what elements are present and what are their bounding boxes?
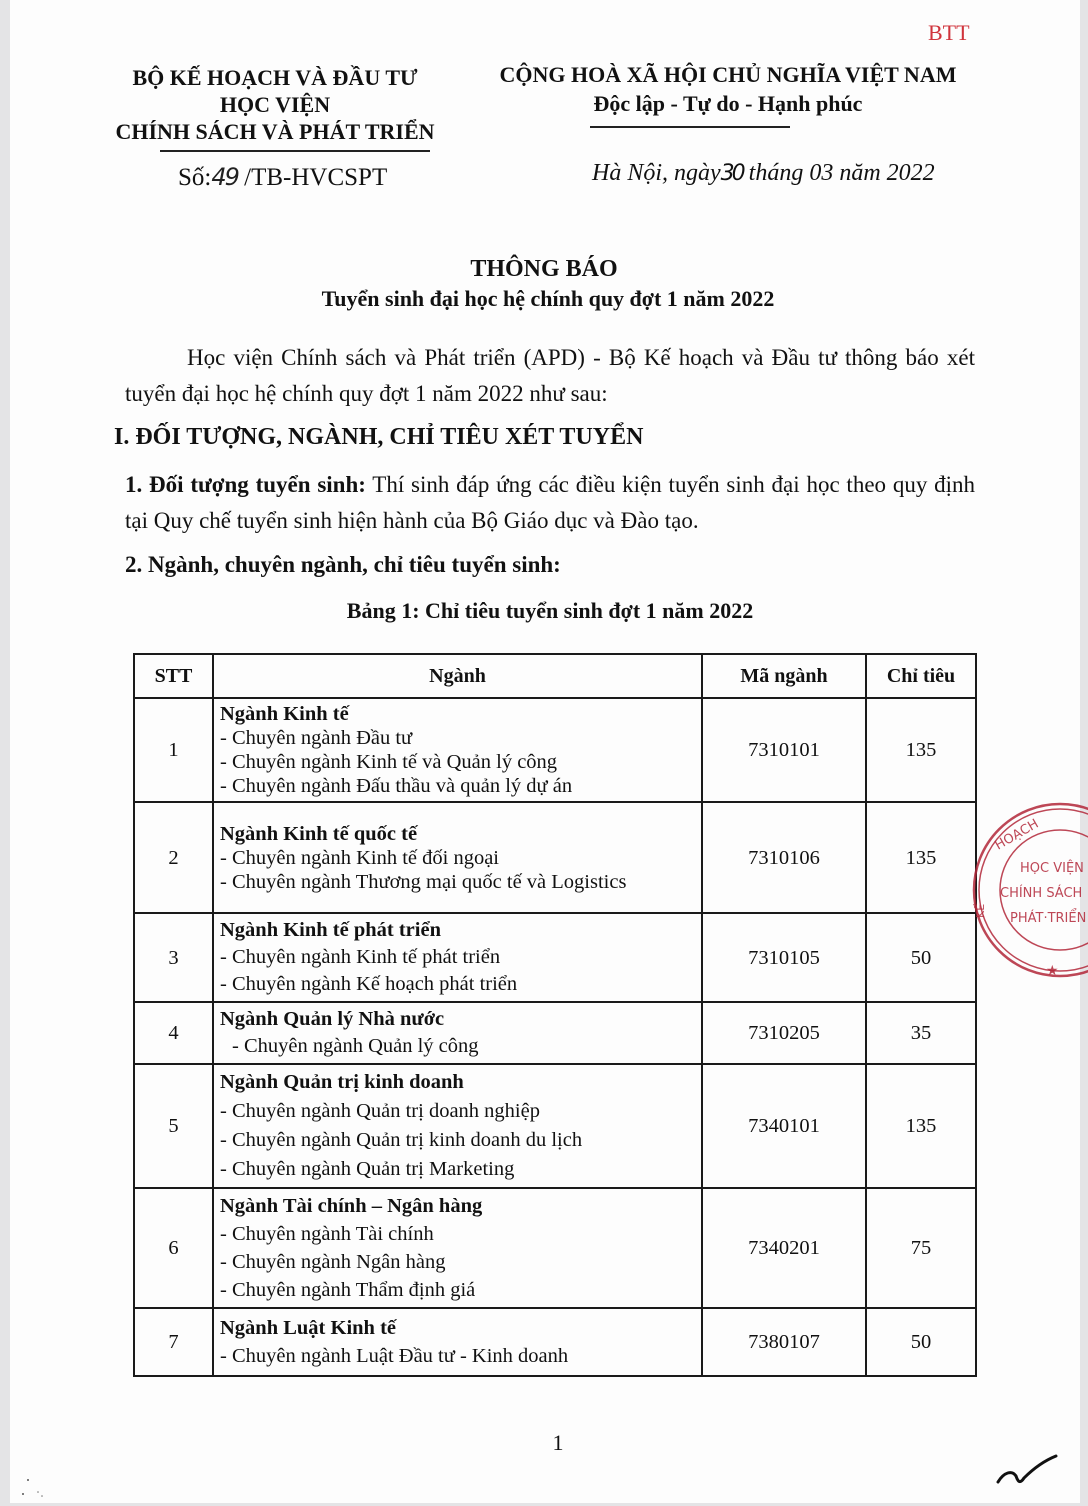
row-major-cell <box>213 698 702 802</box>
row-quota: 75 <box>866 1188 976 1308</box>
row-code: 7340101 <box>702 1064 866 1188</box>
table-row <box>134 1308 976 1376</box>
row-major-cell <box>213 1064 702 1188</box>
table-row <box>134 698 976 802</box>
major-name: Ngành Kinh tế <box>220 703 349 725</box>
row-stt: 1 <box>134 698 213 802</box>
major-name: Ngành Quản lý Nhà nước <box>220 1008 445 1030</box>
quota-table <box>133 653 977 1377</box>
row-code: 7310105 <box>702 913 866 1002</box>
document-subtitle: Tuyển sinh đại học hệ chính quy đợt 1 năm 2022 <box>321 286 775 311</box>
specialization: - Chuyên ngành Ngân hàng <box>220 1251 446 1273</box>
item-1-label: 1. Đối tượng tuyển sinh: <box>125 472 366 497</box>
row-major-cell <box>213 1188 702 1308</box>
row-major-cell <box>213 913 702 1002</box>
specialization: - Chuyên ngành Kế hoạch phát triển <box>220 973 518 995</box>
intro-paragraph: Học viện Chính sách và Phát triển (APD) - Bộ Kế hoạch và Đầu tư thông báo xét tuyển đại học hệ chính quy đợt 1 năm 2022 như sau: <box>125 345 975 406</box>
document-number-suffix: /TB-HVCSPT <box>237 164 388 191</box>
row-code: 7310101 <box>702 698 866 802</box>
item-1-paragraph <box>125 467 975 539</box>
row-quota: 135 <box>866 1064 976 1188</box>
table-row <box>134 1188 976 1308</box>
major-name: Ngành Tài chính – Ngân hàng <box>220 1195 483 1217</box>
row-stt: 3 <box>134 913 213 1002</box>
table-row <box>134 1002 976 1064</box>
institution-line-1: HỌC VIỆN <box>219 92 331 117</box>
major-name: Ngành Quản trị kinh doanh <box>220 1071 464 1093</box>
section-1-heading: I. ĐỐI TƯỢNG, NGÀNH, CHỈ TIÊU XÉT TUYỂN <box>114 424 644 450</box>
document-title: THÔNG BÁO <box>470 256 618 282</box>
item-2-heading: 2. Ngành, chuyên ngành, chỉ tiêu tuyển sinh: <box>125 552 561 577</box>
institution-line-2: CHÍNH SÁCH VÀ PHÁT TRIỂN <box>115 119 435 144</box>
row-stt: 4 <box>134 1002 213 1064</box>
header-right-divider <box>590 126 790 128</box>
initials-signature <box>990 1450 1060 1490</box>
row-stt: 6 <box>134 1188 213 1308</box>
header-right <box>478 60 978 118</box>
row-stt: 5 <box>134 1064 213 1188</box>
specialization: - Chuyên ngành Quản trị kinh doanh du lịch <box>220 1129 583 1151</box>
row-code: 7340201 <box>702 1188 866 1308</box>
corner-mark: BTT <box>928 20 970 45</box>
table-header-row <box>134 654 976 698</box>
row-quota: 50 <box>866 1308 976 1376</box>
scan-specks <box>20 1478 50 1502</box>
republic-name: CỘNG HOÀ XÃ HỘI CHỦ NGHĨA VIỆT NAM <box>499 62 957 87</box>
document-number-handwritten: 49 <box>211 163 238 191</box>
row-code: 7310106 <box>702 802 866 913</box>
ministry-name: BỘ KẾ HOẠCH VÀ ĐẦU TƯ <box>132 65 418 90</box>
date-prefix: Hà Nội, ngày <box>592 160 721 186</box>
row-stt: 7 <box>134 1308 213 1376</box>
major-name: Ngành Kinh tế quốc tế <box>220 822 418 845</box>
specialization: - Chuyên ngành Quản lý công <box>232 1035 479 1057</box>
specialization: - Chuyên ngành Kinh tế và Quản lý công <box>220 751 558 773</box>
header-stt: STT <box>134 654 213 698</box>
specialization: - Chuyên ngành Đấu thầu và quản lý dự án <box>220 775 573 797</box>
row-quota: 35 <box>866 1002 976 1064</box>
table-row <box>134 913 976 1002</box>
row-major-cell <box>213 1002 702 1064</box>
document-number-prefix: Số: <box>178 164 212 191</box>
page-number: 1 <box>552 1430 564 1455</box>
seal-star-icon: ★ <box>1046 963 1059 979</box>
specialization: - Chuyên ngành Kinh tế đối ngoại <box>220 846 499 869</box>
row-quota: 135 <box>866 802 976 913</box>
specialization: - Chuyên ngành Thẩm định giá <box>220 1279 476 1301</box>
header-chi-tieu: Chỉ tiêu <box>866 654 976 698</box>
document-number <box>178 163 387 192</box>
row-code: 7380107 <box>702 1308 866 1376</box>
specialization: - Chuyên ngành Thương mại quốc tế và Logistics <box>220 870 627 893</box>
official-seal <box>968 800 1088 985</box>
row-major-cell <box>213 802 702 913</box>
seal-line-2: CHÍNH SÁCH <box>1000 886 1083 901</box>
specialization: - Chuyên ngành Quản trị doanh nghiệp <box>220 1100 540 1122</box>
item-1-text: Thí sinh đáp ứng các điều kiện tuyển sinh đại học theo quy định tại Quy chế tuyển sinh hiện hành của Bộ Giáo dục và Đào tạo. <box>125 472 975 533</box>
header-left <box>100 64 450 145</box>
table-row <box>134 1064 976 1188</box>
seal-line-3: PHÁT·TRIỂN <box>1010 911 1087 926</box>
specialization: - Chuyên ngành Luật Đầu tư - Kinh doanh <box>220 1345 569 1367</box>
table-row <box>134 802 976 913</box>
specialization: - Chuyên ngành Quản trị Marketing <box>220 1158 515 1180</box>
seal-arc-text-2: KẾ <box>974 903 987 918</box>
row-quota: 50 <box>866 913 976 1002</box>
header-ma-nganh: Mã ngành <box>702 654 866 698</box>
table-caption: Bảng 1: Chỉ tiêu tuyển sinh đợt 1 năm 2022 <box>346 598 754 623</box>
specialization: - Chuyên ngành Tài chính <box>220 1223 434 1245</box>
header-left-divider <box>160 150 430 152</box>
row-major-cell <box>213 1308 702 1376</box>
date-suffix: tháng 03 năm 2022 <box>742 160 935 186</box>
date-day-handwritten: 30 <box>720 161 743 186</box>
specialization: - Chuyên ngành Đầu tư <box>220 727 413 749</box>
seal-line-1: HỌC VIỆN <box>1020 861 1084 876</box>
header-nganh: Ngành <box>213 654 702 698</box>
row-quota: 135 <box>866 698 976 802</box>
national-motto: Độc lập - Tự do - Hạnh phúc <box>593 91 863 116</box>
row-code: 7310205 <box>702 1002 866 1064</box>
major-name: Ngành Kinh tế phát triển <box>220 919 441 941</box>
major-name: Ngành Luật Kinh tế <box>220 1317 397 1339</box>
row-stt: 2 <box>134 802 213 913</box>
date-line <box>592 160 935 187</box>
seal-arc-text: HOẠCH <box>992 816 1042 854</box>
specialization: - Chuyên ngành Kinh tế phát triển <box>220 946 501 968</box>
